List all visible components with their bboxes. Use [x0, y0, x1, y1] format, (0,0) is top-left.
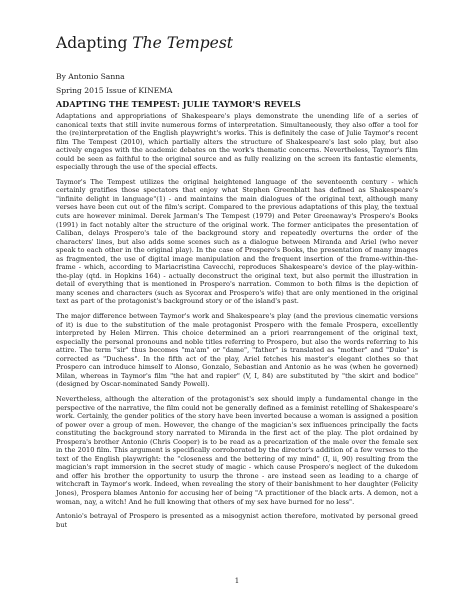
paragraph-3: The major difference between Taymor's work and Shakespeare's play (and the previous cinematic versions of it) is due to the substitution of the male protagonist Prospero with the female Prospera, excellently interpreted by Helen Mirren. This choice determined an a priori rearrangement of the original text, especially the personal pronouns and noble titles referring to Prospero, but also the words referring to his attire. The term "sir" thus becomes "ma'am" or "dame", "father" is translated as "mother" and "Duke" is corrected as "Duchess". In the fifth act of the play, Ariel fetches his master's elegant clothes so that Prospero can introduce himself to Alonso, Gonzalo, Sebastian and Antonio as he was (when he governed) Milan, whereas in Taymor's film "the hat and rapier" (V, I, 84) are substituted by "the skirt and bodice" (designed by Oscar-nominated Sandy Powell).: [56, 312, 418, 389]
paragraph-2: Taymor's The Tempest utilizes the original heightened language of the seventeenth century - which certainly gratifies those spectators that enjoy what Stephen Greenblatt has defined as Shakespeare's "infinite delight in language"(1) - and maintains the main dialogues of the original text, although many verses have been cut out of the film's script. Compared to the previous adaptations of this play, the textual cuts are however minimal. Derek Jarman's The Tempest (1979) and Peter Greenaway's Prospero's Books (1991) in fact notably alter the structure of the original work. The former anticipates the presentation of Caliban, delays Prospero's tale of the background story and repeatedly overturns the order of the characters' lines, but also adds some scenes such as a dialogue between Miranda and Ariel (who never speak to each other in the original play). In the case of Prospero's Books, the presentation of many images as fragmented, the use of digital image manipulation and the frequent insertion of the frame-within-the-frame - which, according to Mariacristina Cavecchi, reproduces Shakespeare's device of the play-within-the-play (qtd. in Hopkins 164) - actually deconstruct the original text, but also permit the illustration in detail of everything that is mentioned in Prospero's narration. Common to both films is the depiction of many scenes and characters (such as Sycorax and Prospero's wife) that are only mentioned in the original text as part of the protagonist's background story or of the island's past.: [56, 177, 418, 306]
title-italic: The Tempest: [132, 34, 234, 52]
author-line: By Antonio Sanna: [56, 72, 125, 81]
page-number: 1: [234, 577, 240, 585]
paragraph-4: Nevertheless, although the alteration of the protagonist's sex should imply a fundamental change in the perspective of the narrative, the film could not be generally defined as a feminist retelling of Shakespeare's work. Certainly, the gender politics of the story have been inverted because a woman is assigned a position of power over a group of men. However, the change of the magician's sex influences principally the facts constituting the background story narrated to Miranda in the first act of the play. The plot ordained by Prospera's brother Antonio (Chris Cooper) is to be read as a precarization of the male over the female sex in the 2010 film. This argument is specifically corroborated by the director's addition of a few verses to the text of the English playwright: the "closeness and the bettering of my mind" (I, ii, 90) resulting from the magician's rapt immersion in the secret study of magic - which cause Prospero's neglect of the dukedom and offer his brother the opportunity to usurp the throne - are instead seen as leading to a charge of witchcraft in Taymor's work. Indeed, when revealing the story of their banishment to her daughter (Felicity Jones), Prospera blames Antonio for accusing her of being "A practitioner of the black arts. A demon, not a woman, nay, a witch! And he full knowing that others of my sex have burned for no less".: [56, 394, 418, 506]
section-heading: ADAPTING THE TEMPEST: JULIE TAYMOR'S REVELS: [56, 99, 301, 109]
paragraph-5: Antonio's betrayal of Prospero is presented as a misogynist action therefore, motivated by personal greed but: [56, 512, 418, 529]
article-body: [56, 112, 418, 535]
paragraph-1: Adaptations and appropriations of Shakespeare's plays demonstrate the unending life of a series of canonical texts that still invite numerous forms of interpretation. Simultaneously, they also offer a tool for the (re)interpretation of the English playwright's works. This is definitely the case of Julie Taymor's recent film The Tempest (2010), which partially alters the structure of Shakespeare's last solo play, but also actively engages with the academic debates on the work's thematic concerns. Nevertheless, Taymor's film could be seen as faithful to the original source and as fully realizing on the screen its fantastic elements, especially through the use of the special effects.: [56, 112, 418, 172]
title-prefix: Adapting: [56, 34, 133, 52]
issue-line: Spring 2015 Issue of KINEMA: [56, 86, 173, 95]
article-title: [56, 34, 233, 52]
